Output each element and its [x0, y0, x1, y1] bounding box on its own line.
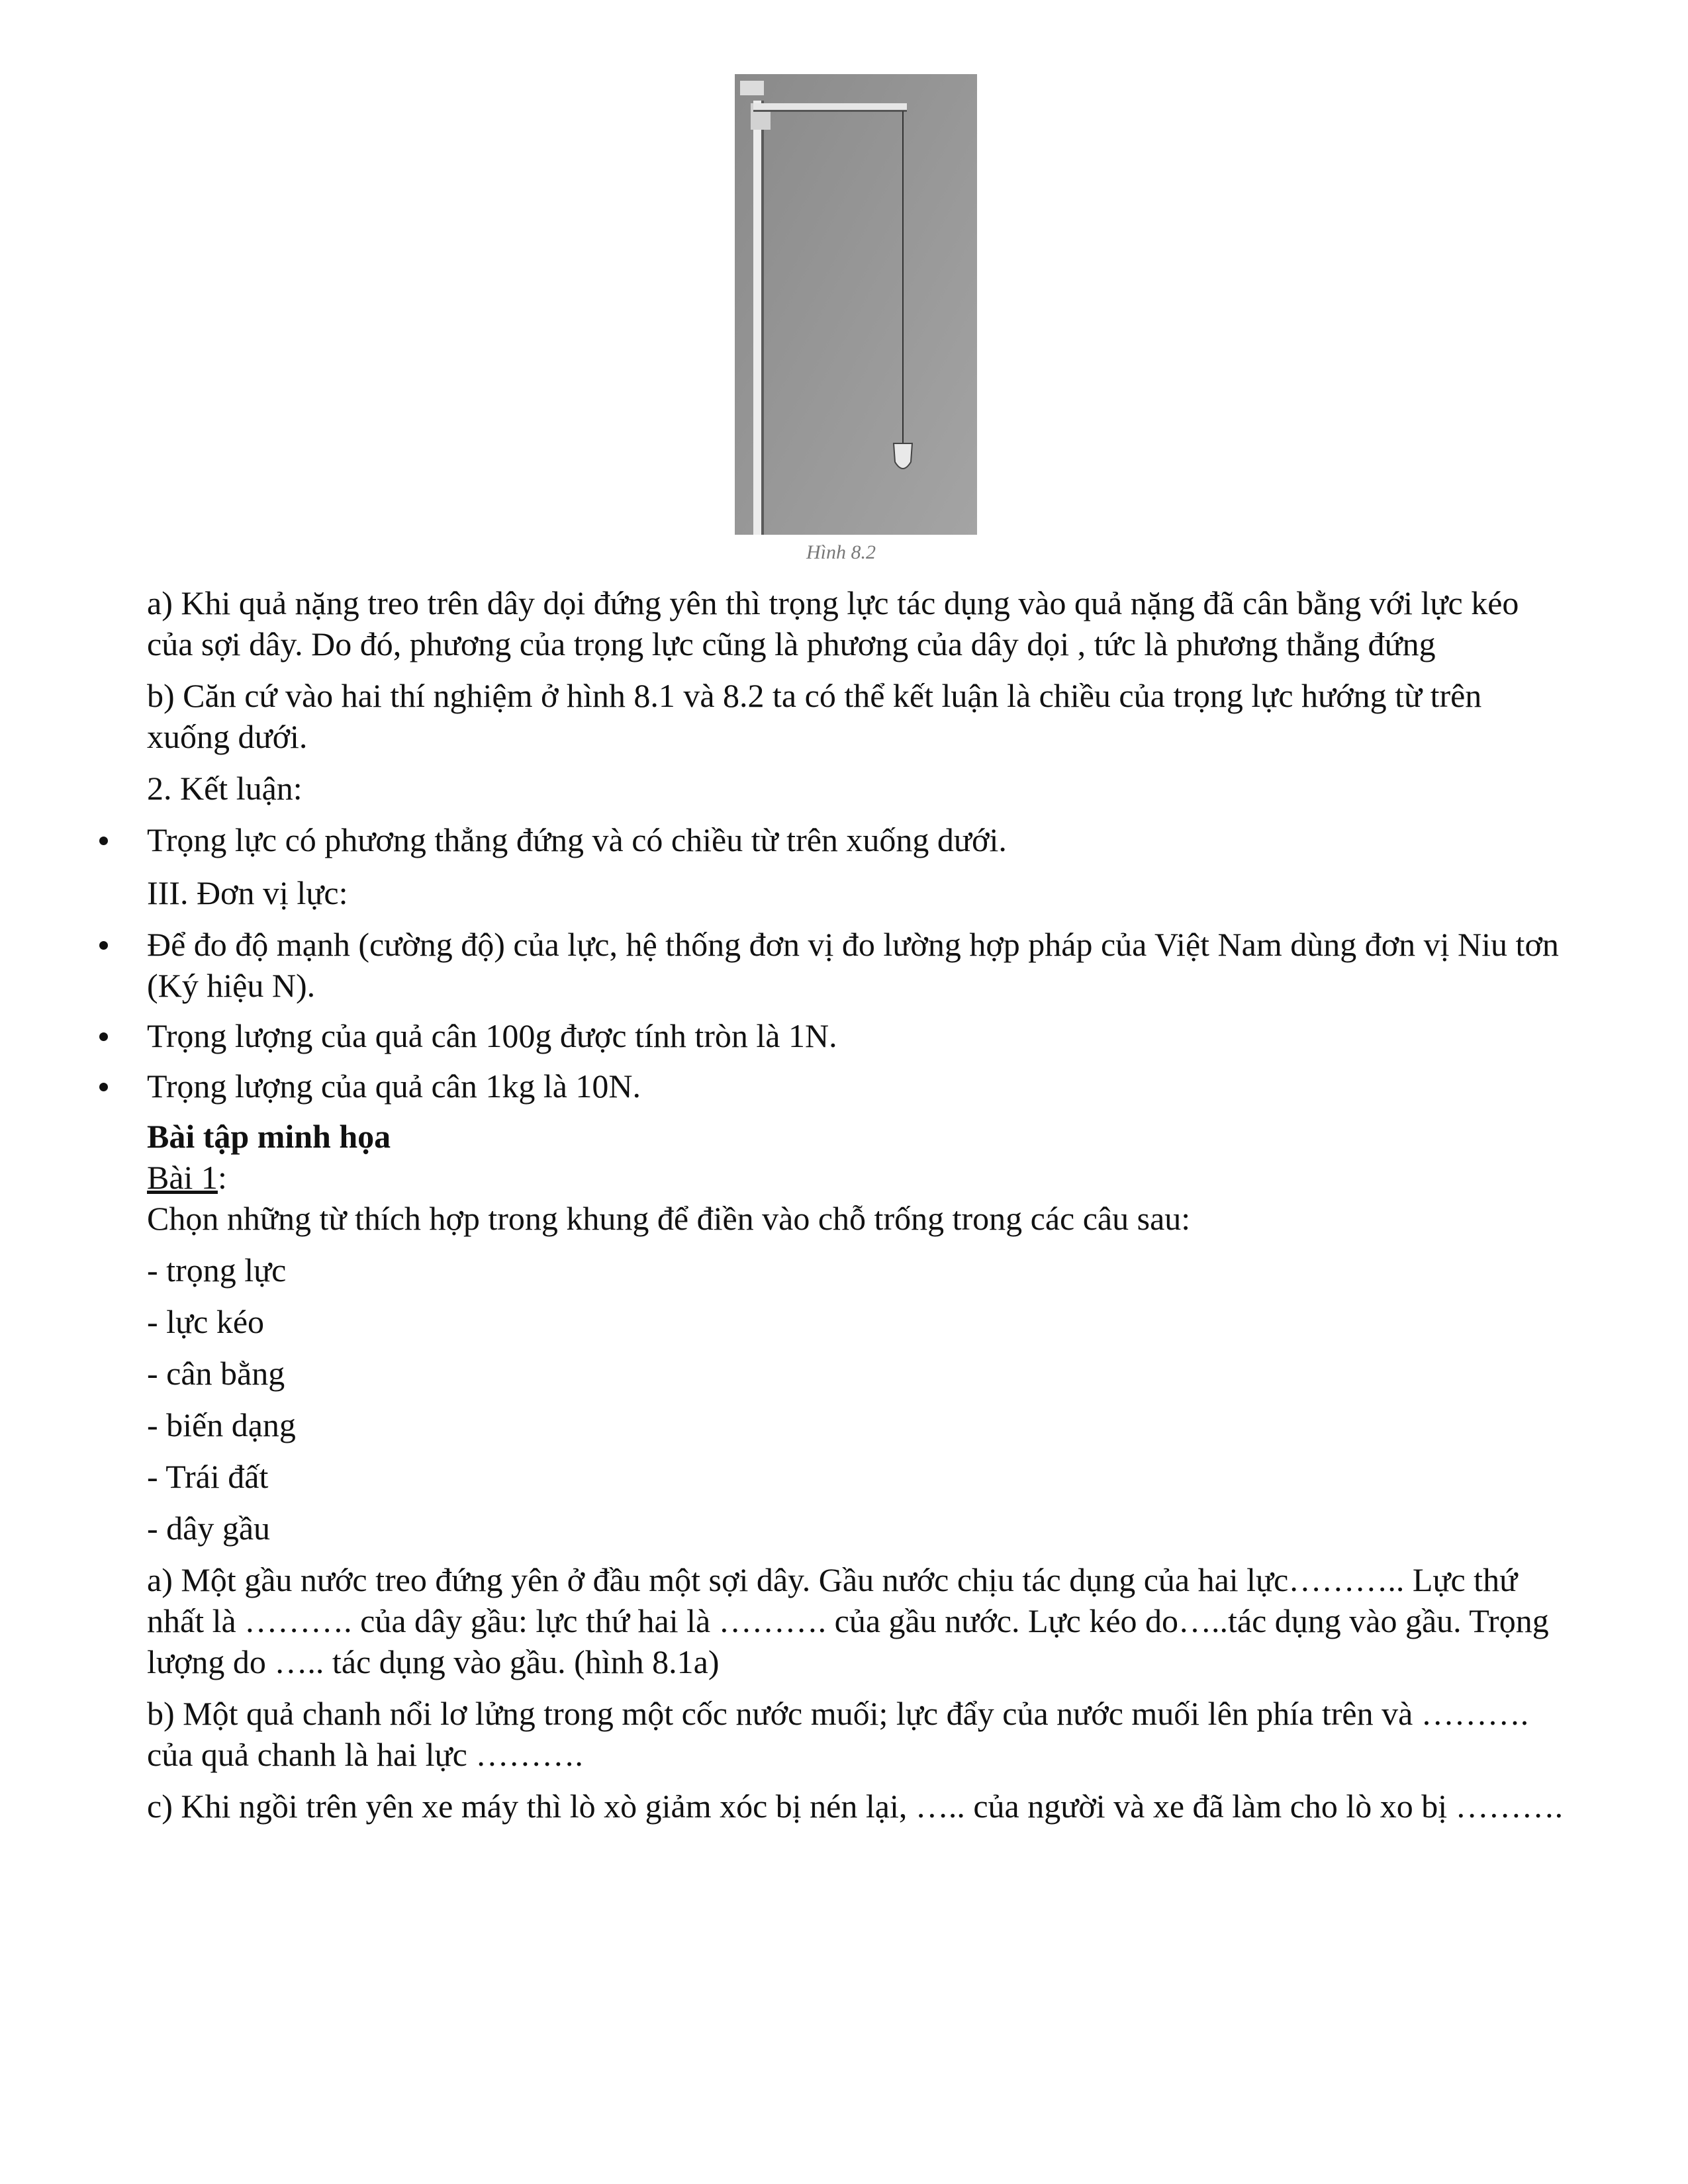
word-option: - trọng lực: [147, 1251, 287, 1289]
unit-item: Trọng lượng của quả cân 1kg là 10N.: [147, 1066, 1570, 1107]
unit-heading: III. Đơn vị lực:: [147, 874, 348, 911]
word-option: - Trái đất: [147, 1458, 269, 1495]
document-body: [147, 582, 1570, 1837]
figure-caption: Hình 8.2: [806, 541, 876, 563]
section-a-text: a) Khi quả nặng treo trên dây dọi đứng yên thì trọng lực tác dụng vào quả nặng đã cân bằng với lực kéo của sợi dây. Do đó, phương của trọng lực cũng là phương của dây dọi , tức là phương thẳng đứng: [147, 584, 1519, 662]
plumb-line-icon: [735, 74, 977, 535]
exercise-prompt: Chọn những từ thích hợp trong khung để điền vào chỗ trống trong các câu sau:: [147, 1200, 1191, 1237]
unit-item: Để đo độ mạnh (cường độ) của lực, hệ thống đơn vị đo lường hợp pháp của Việt Nam dùng đơn vị Niu tơn (Ký hiệu N).: [147, 924, 1570, 1006]
word-option: - lực kéo: [147, 1303, 265, 1340]
exercise-label-suffix: :: [217, 1159, 227, 1196]
exercise-heading: Bài tập minh họa: [147, 1118, 391, 1155]
word-option: - cân bằng: [147, 1355, 285, 1392]
question-c: c) Khi ngồi trên yên xe máy thì lò xò giảm xóc bị nén lại, ….. của người và xe đã làm cho lò xo bị ……….: [147, 1788, 1564, 1825]
conclusion-item: Trọng lực có phương thẳng đứng và có chiều từ trên xuống dưới.: [147, 819, 1570, 860]
figure-plumb-line: [735, 74, 977, 535]
word-option: - biến dạng: [147, 1406, 296, 1443]
conclusion-heading: 2. Kết luận:: [147, 770, 303, 807]
exercise-label-text: Bài 1: [147, 1159, 218, 1196]
word-option: - dây gầu: [147, 1510, 271, 1547]
exercise-label: [147, 1157, 1570, 1198]
unit-item: Trọng lượng của quả cân 100g được tính tròn là 1N.: [147, 1015, 1570, 1056]
question-a: a) Một gầu nước treo đứng yên ở đầu một sợi dây. Gầu nước chịu tác dụng của hai lực……….. Lực thứ nhất là ………. của dây gầu: lực thứ hai là ………. của gầu nước. Lực kéo do…..tác dụng vào gầu. Trọng lượng do ….. tác dụng vào gầu. (hình 8.1a): [147, 1561, 1549, 1680]
section-b-text: b) Căn cứ vào hai thí nghiệm ở hình 8.1 và 8.2 ta có thể kết luận là chiều của trọng lực hướng từ trên xuống dưới.: [147, 677, 1482, 755]
question-b: b) Một quả chanh nổi lơ lửng trong một cốc nước muối; lực đẩy của nước muối lên phía trên và ………. của quả chanh là hai lực ……….: [147, 1695, 1529, 1773]
